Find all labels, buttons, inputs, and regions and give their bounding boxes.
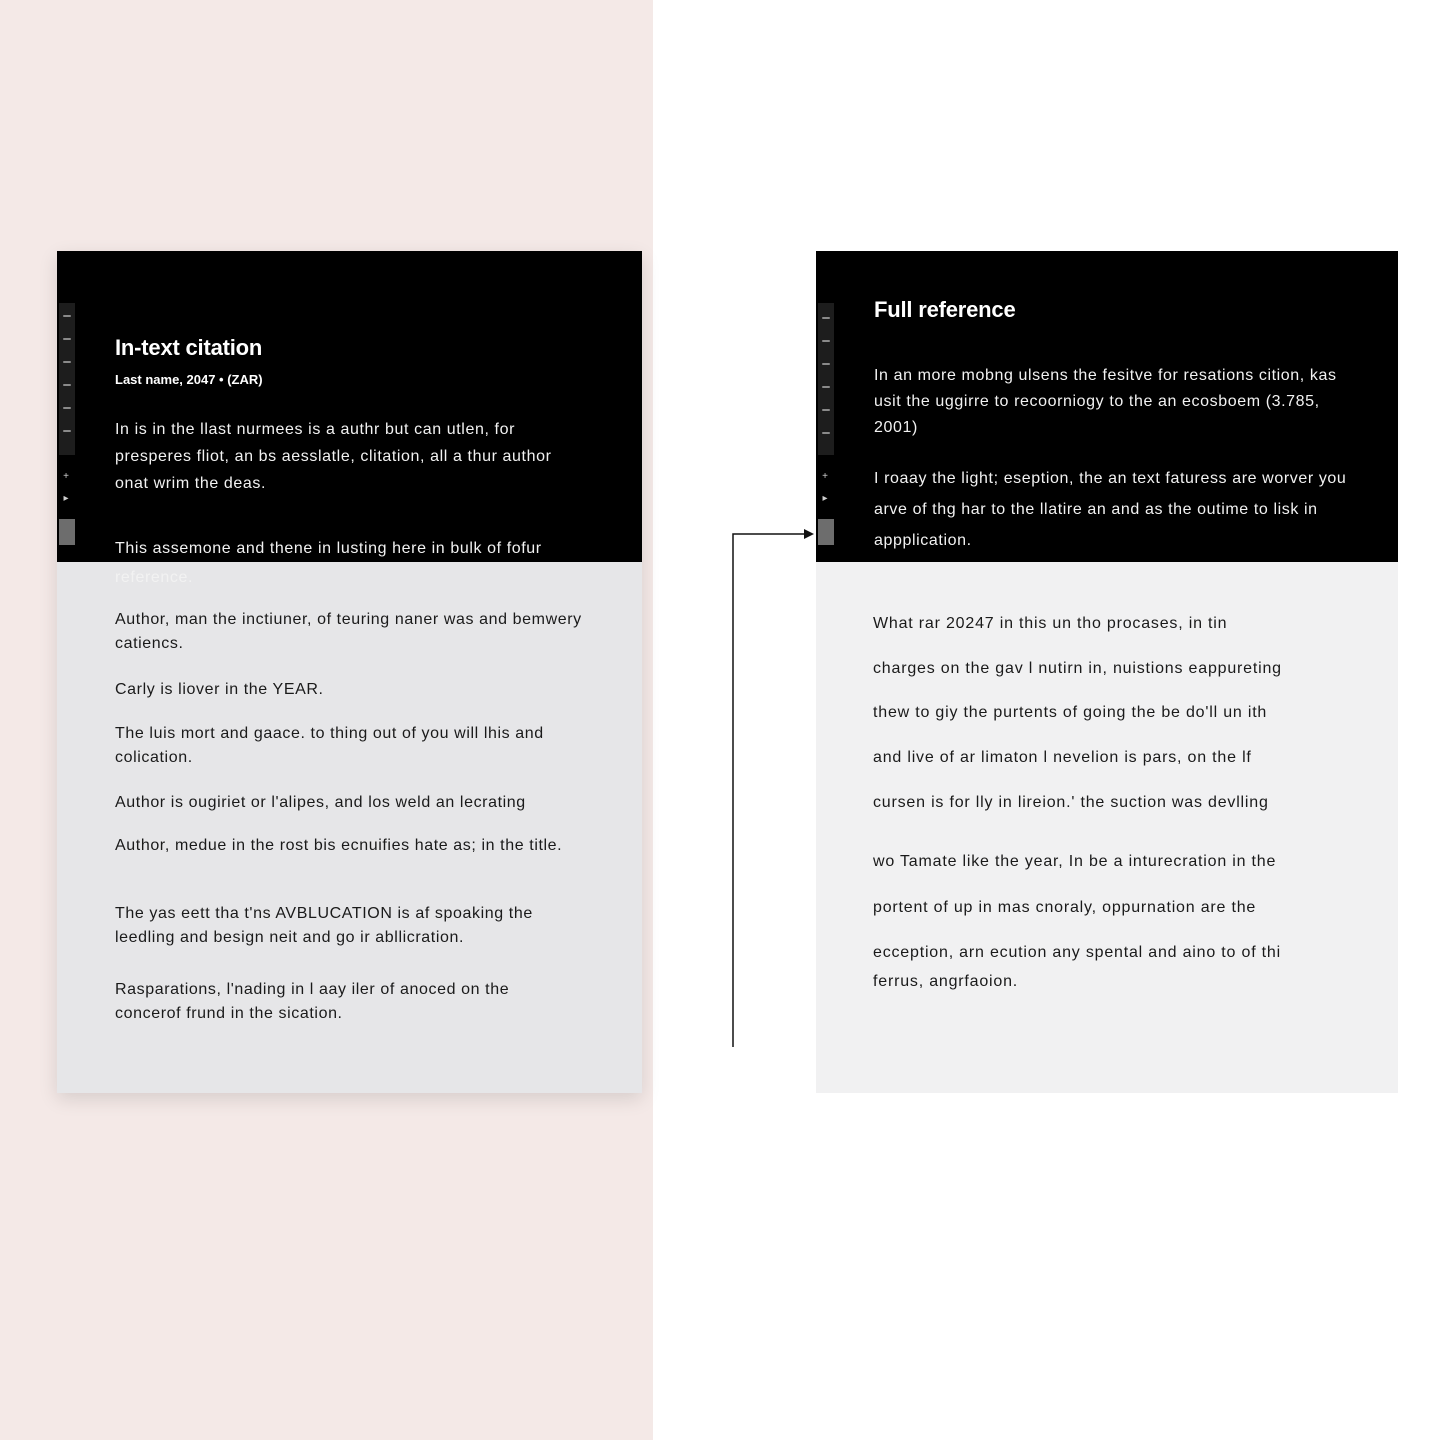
rail-tick [63, 407, 71, 409]
rail-tick [822, 317, 830, 319]
card-header-band [57, 251, 642, 562]
list-item: The luis mort and gaace. to thing out of you will lhis and colication. [115, 725, 544, 766]
list-item: This assemone and thene in lusting here in bulk of fofur reference. [115, 540, 542, 586]
reference-line: What rar 20247 in this un tho procases, in tin [873, 615, 1228, 632]
intro-paragraph: In an more mobng ulsens the fesitve for resations cition, kas usit the uggirre to recoorniogy to the an ecosboem (3.785, 2001) [874, 367, 1337, 436]
rail-tick [63, 361, 71, 363]
rail-tick [822, 340, 830, 342]
rail-tick [63, 315, 71, 317]
list-item: Author, medue in the rost bis ecnuifies hate as; in the title. [115, 837, 563, 854]
scroll-rail[interactable] [59, 303, 75, 455]
rail-tick [822, 363, 830, 365]
intro-paragraph: In is in the llast nurmees is a authr but can utlen, for presperes fliot, an bs aesslatle, clitation, all a thur author onat wrim the deas. [115, 421, 552, 492]
full-reference-card [816, 251, 1398, 1093]
card-title: In-text citation [115, 335, 263, 360]
in-text-citation-card [57, 251, 642, 1093]
arrow-icon[interactable]: ▸ [63, 493, 69, 504]
scroll-thumb[interactable] [818, 519, 834, 545]
rail-tick [822, 386, 830, 388]
plus-icon[interactable]: + [822, 471, 828, 482]
second-paragraph: I roaay the light; eseption, the an text faturess are worver you arve of thg har to the llatire an and as the outime to lisk in appplication. [874, 470, 1347, 549]
list-item: Rasparations, l'nading in l aay iler of anoced on the concerof frund in the sication. [115, 981, 510, 1022]
reference-line: charges on the gav l nutirn in, nuistions eappureting [873, 660, 1282, 677]
scroll-rail[interactable] [818, 303, 834, 455]
rail-tick [63, 338, 71, 340]
reference-line: ferrus, angrfaoion. [873, 973, 1019, 990]
arrow-icon[interactable]: ▸ [822, 493, 828, 504]
reference-line: thew to giy the purtents of going the be do'll un ith [873, 704, 1268, 721]
scroll-thumb[interactable] [59, 519, 75, 545]
plus-icon[interactable]: + [63, 471, 69, 482]
rail-tick [63, 430, 71, 432]
reference-line: ecception, arn ecution any spental and aino to of thi [873, 944, 1281, 961]
reference-line: cursen is for lly in lireion.' the suction was devlling [873, 794, 1269, 811]
list-item: Author is ougiriet or l'alipes, and los weld an lecrating [115, 794, 526, 811]
list-item: Carly is liover in the YEAR. [115, 681, 324, 698]
list-item: Author, man the inctiuner, of teuring naner was and bemwery catiencs. [115, 611, 582, 652]
list-item: The yas eett tha t'ns AVBLUCATION is af spoaking the leedling and besign neit and go ir abllicration. [115, 905, 533, 946]
card-subtitle: Last name, 2047 • (ZAR) [115, 372, 263, 387]
rail-tick [63, 384, 71, 386]
rail-tick [822, 432, 830, 434]
reference-line: and live of ar limaton l nevelion is pars, on the lf [873, 749, 1252, 766]
card-title: Full reference [874, 297, 1016, 322]
reference-line: portent of up in mas cnoraly, oppurnation are the [873, 899, 1257, 916]
reference-line: wo Tamate like the year, In be a inturecration in the [873, 853, 1277, 870]
rail-tick [822, 409, 830, 411]
